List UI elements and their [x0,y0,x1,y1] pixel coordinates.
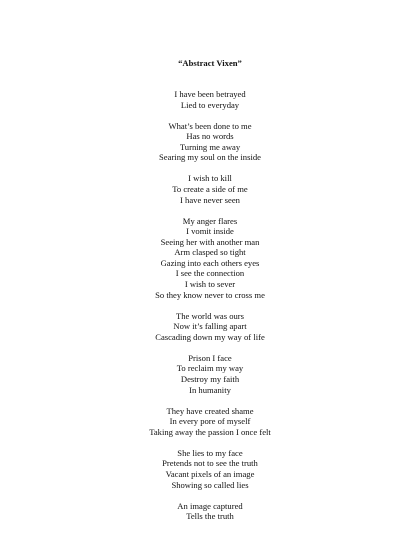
stanza-1 [0,89,420,110]
poem-line: My anger flares [182,215,238,226]
poem-line: I have never seen [180,194,240,205]
poem-line: Prison I face [188,352,232,363]
poem-line: Showing so called lies [171,479,249,490]
stanza-6 [0,353,420,395]
stanza-8 [0,448,420,490]
poem-line: Vacant pixels of an image [165,468,255,479]
poem-line: What’s been done to me [168,120,252,131]
poem-line: So they know never to cross me [155,289,265,300]
stanza-4 [0,216,420,301]
poem-line: They have created shame [166,405,254,416]
poem-line: To reclaim my way [176,363,244,374]
poem-line: I see the connection [175,268,245,279]
poem-line: Now it’s falling apart [173,321,247,332]
poem-line: The world was ours [175,310,245,321]
poem-line: Has no words [186,131,234,142]
poem-line: Lied to everyday [180,99,240,110]
stanza-9 [0,501,420,522]
poem-line: Cascading down my way of life [155,331,265,342]
stanza-7 [0,406,420,438]
poem-line: Gazing into each others eyes [160,257,260,268]
poem-line: Arm clasped so tight [174,247,246,258]
poem-line: I vomit inside [186,226,234,237]
poem-line: She lies to my face [177,447,243,458]
stanza-3 [0,173,420,205]
poem-title: “Abstract Vixen” [178,58,242,68]
poem-body [0,89,420,532]
poem-line: Turning me away [179,141,241,152]
poem-line: Taking away the passion I once felt [149,426,271,437]
stanza-2 [0,121,420,163]
poem-line: Seeing her with another man [160,236,260,247]
poem-line: I wish to sever [184,279,236,290]
stanza-5 [0,311,420,343]
poem-line: Searing my soul on the inside [159,152,261,163]
poem-line: I have been betrayed [174,89,246,99]
poem-line: I wish to kill [188,173,232,184]
poem-line: In humanity [189,384,231,395]
poem-line: Tells the truth [186,511,234,522]
poem-line: To create a side of me [172,183,248,194]
poem-line: An image captured [177,500,243,511]
poem-line: Pretends not to see the truth [162,458,258,469]
poem-line: Destroy my faith [180,374,240,385]
poem-line: In every pore of myself [169,416,251,427]
